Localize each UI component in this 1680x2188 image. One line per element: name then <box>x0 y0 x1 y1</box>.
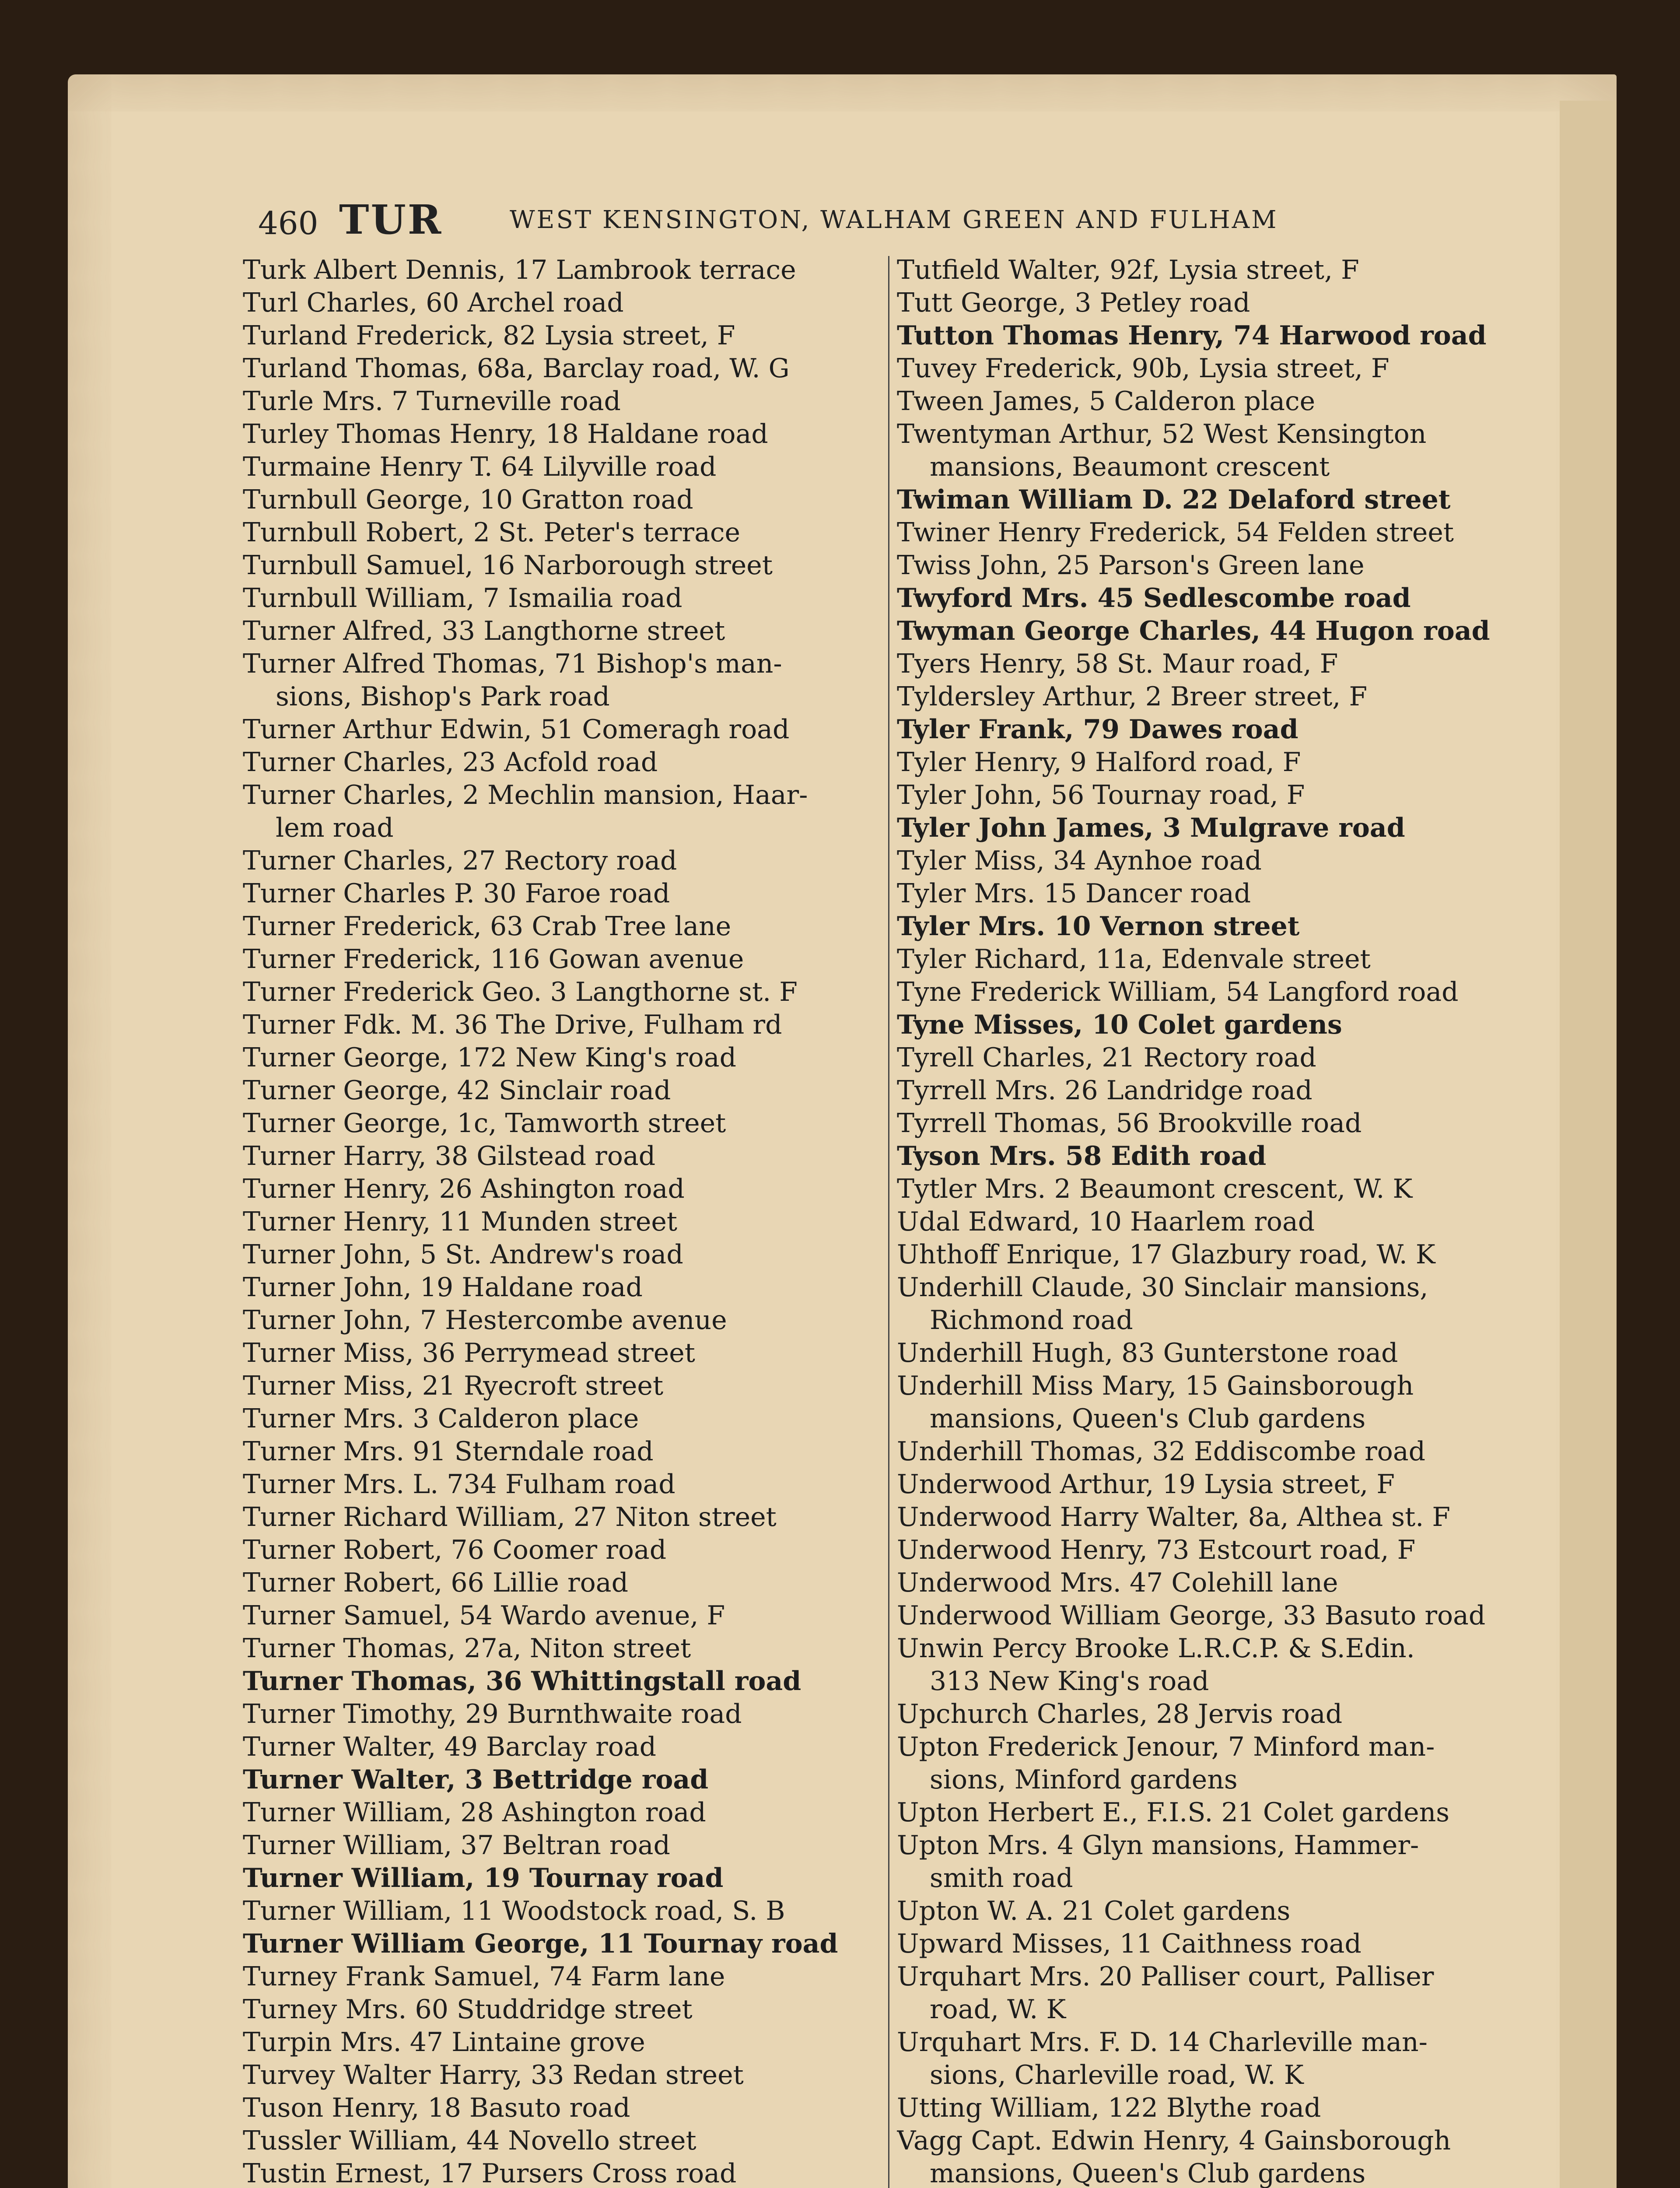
directory-entry <box>243 1206 873 1238</box>
directory-entry <box>243 1829 873 1862</box>
entry-line: Underwood Harry Walter, 8a, Althea st. F <box>897 1502 1450 1532</box>
directory-entry <box>897 254 1553 287</box>
entry-line: Tutton Thomas Henry, 74 Harwood road <box>897 320 1487 351</box>
entry-line: Tyler John, 56 Tournay road, F <box>897 780 1305 810</box>
entry-line: Turner Richard William, 27 Niton street <box>243 1502 777 1532</box>
directory-entry <box>243 1009 873 1041</box>
entry-line: Turner Robert, 76 Coomer road <box>243 1535 667 1565</box>
entry-line: Turner Miss, 36 Perrymead street <box>243 1338 695 1368</box>
directory-entry <box>243 1501 873 1534</box>
entry-line: Turner Frederick, 116 Gowan avenue <box>243 944 744 975</box>
directory-entry <box>243 1173 873 1206</box>
entry-continuation: sions, Bishop's Park road <box>276 681 610 712</box>
entry-line: Twiman William D. 22 Delaford street <box>897 484 1451 515</box>
entry-line: Turner Miss, 21 Ryecroft street <box>243 1371 664 1401</box>
directory-entry <box>897 516 1553 549</box>
directory-entry <box>897 779 1553 812</box>
directory-entry <box>897 943 1553 976</box>
entry-line: Turner William, 28 Ashington road <box>243 1797 706 1828</box>
entry-line: Turmaine Henry T. 64 Lilyville road <box>243 452 717 482</box>
entry-line: Turpin Mrs. 47 Lintaine grove <box>243 2027 645 2058</box>
entry-line: Turland Frederick, 82 Lysia street, F <box>243 320 735 351</box>
entry-line: Turner Robert, 66 Lillie road <box>243 1567 628 1598</box>
directory-entry <box>897 1271 1553 1337</box>
right-column <box>897 254 1553 2188</box>
entry-line: Upchurch Charles, 28 Jervis road <box>897 1699 1343 1729</box>
entry-continuation: road, W. K <box>930 1994 1066 2025</box>
entry-line: Turner Harry, 38 Gilstead road <box>243 1141 656 1171</box>
entry-line: Turner Thomas, 27a, Niton street <box>243 1633 691 1664</box>
entry-line: Tyldersley Arthur, 2 Breer street, F <box>897 681 1368 712</box>
entry-line: Turner Samuel, 54 Wardo avenue, F <box>243 1600 725 1631</box>
directory-entry <box>243 1435 873 1468</box>
directory-entry <box>897 1567 1553 1599</box>
entry-line: Tyler Henry, 9 Halford road, F <box>897 747 1301 778</box>
entry-continuation: mansions, Queen's Club gardens <box>930 1403 1366 1434</box>
entry-line: Turner Walter, 3 Bettridge road <box>243 1764 709 1795</box>
section-abbreviation: TUR <box>339 196 443 243</box>
entry-line: Turner William, 19 Tournay road <box>243 1863 724 1893</box>
directory-entry <box>243 385 873 418</box>
directory-entry <box>243 845 873 877</box>
entry-line: Tytler Mrs. 2 Beaumont crescent, W. K <box>897 1174 1413 1204</box>
entry-continuation: mansions, Queen's Club gardens <box>930 2158 1366 2188</box>
entry-line: Tyrell Charles, 21 Rectory road <box>897 1042 1316 1073</box>
directory-entry <box>897 484 1553 516</box>
entry-line: Tuvey Frederick, 90b, Lysia street, F <box>897 353 1390 384</box>
directory-entry <box>897 1501 1553 1534</box>
entry-line: Tutfield Walter, 92f, Lysia street, F <box>897 255 1359 285</box>
directory-entry <box>243 1599 873 1632</box>
directory-entry <box>897 582 1553 615</box>
directory-entry <box>243 549 873 582</box>
directory-entry <box>897 680 1553 713</box>
directory-entry <box>243 2092 873 2125</box>
entry-continuation: sions, Minford gardens <box>930 1764 1238 1795</box>
entry-line: Tyler Richard, 11a, Edenvale street <box>897 944 1371 975</box>
entry-line: Turner Charles, 2 Mechlin mansion, Haar- <box>243 780 808 810</box>
entry-continuation: smith road <box>930 1863 1073 1893</box>
directory-entry <box>897 1928 1553 1960</box>
directory-entry <box>243 2125 873 2157</box>
directory-entry <box>243 1304 873 1337</box>
directory-entry <box>897 1796 1553 1829</box>
entry-line: Tyne Frederick William, 54 Langford road <box>897 977 1459 1007</box>
directory-entry <box>243 1928 873 1960</box>
directory-entry <box>897 1206 1553 1238</box>
directory-entry <box>243 2026 873 2059</box>
entry-line: Upton W. A. 21 Colet gardens <box>897 1896 1291 1926</box>
entry-line: Turner Walter, 49 Barclay road <box>243 1732 656 1762</box>
directory-entry <box>897 1829 1553 1895</box>
directory-entry <box>243 976 873 1009</box>
directory-entry <box>243 1534 873 1567</box>
directory-entry <box>897 1960 1553 2026</box>
entry-line: Turner Frederick, 63 Crab Tree lane <box>243 911 732 942</box>
entry-line: Urquhart Mrs. F. D. 14 Charleville man- <box>897 2027 1428 2058</box>
directory-entry <box>897 812 1553 845</box>
entry-line: Turner George, 1c, Tamworth street <box>243 1108 726 1139</box>
directory-entry <box>243 418 873 451</box>
directory-entry <box>897 713 1553 746</box>
entry-line: Tween James, 5 Calderon place <box>897 386 1316 417</box>
directory-entry <box>897 1140 1553 1173</box>
entry-line: Turner Alfred, 33 Langthorne street <box>243 616 725 646</box>
entry-line: Turner Mrs. 3 Calderon place <box>243 1403 639 1434</box>
entry-line: Tyler Mrs. 15 Dancer road <box>897 878 1251 909</box>
directory-entry <box>897 1009 1553 1041</box>
entry-line: Twentyman Arthur, 52 West Kensington <box>897 419 1427 449</box>
entry-line: Turner William, 11 Woodstock road, S. B <box>243 1896 785 1926</box>
entry-line: Turner John, 5 St. Andrew's road <box>243 1239 683 1270</box>
entry-line: Turner Thomas, 36 Whittingstall road <box>243 1666 802 1697</box>
entry-line: Tyler Frank, 79 Dawes road <box>897 714 1298 745</box>
directory-entry <box>243 1960 873 1993</box>
directory-entry <box>243 1895 873 1928</box>
entry-line: Tuson Henry, 18 Basuto road <box>243 2093 630 2123</box>
directory-entry <box>243 451 873 484</box>
directory-entry <box>243 287 873 319</box>
directory-entry <box>243 746 873 779</box>
directory-entry <box>897 1599 1553 1632</box>
entry-line: Tyers Henry, 58 St. Maur road, F <box>897 649 1338 679</box>
directory-entry <box>897 385 1553 418</box>
directory-entry <box>897 910 1553 943</box>
directory-entry <box>243 1993 873 2026</box>
directory-entry <box>243 1862 873 1895</box>
directory-entry <box>243 1140 873 1173</box>
directory-entry <box>897 1107 1553 1140</box>
entry-line: Utting William, 122 Blythe road <box>897 2093 1321 2123</box>
entry-line: Turnbull Samuel, 16 Narborough street <box>243 550 773 581</box>
entry-line: Turner John, 19 Haldane road <box>243 1272 643 1303</box>
directory-entry <box>243 1074 873 1107</box>
column-divider <box>888 256 889 2188</box>
directory-entry <box>897 1173 1553 1206</box>
directory-entry <box>243 713 873 746</box>
entry-line: Turner Henry, 11 Munden street <box>243 1206 677 1237</box>
entry-line: Tyson Mrs. 58 Edith road <box>897 1141 1267 1171</box>
directory-entry <box>897 1337 1553 1370</box>
directory-entry <box>243 352 873 385</box>
directory-entry <box>243 484 873 516</box>
entry-line: Twiner Henry Frederick, 54 Felden street <box>897 517 1454 548</box>
entry-continuation: 313 New King's road <box>930 1666 1209 1697</box>
entry-line: Turner Mrs. 91 Sterndale road <box>243 1436 654 1467</box>
entry-line: Twiss John, 25 Parson's Green lane <box>897 550 1365 581</box>
entry-line: Turnbull Robert, 2 St. Peter's terrace <box>243 517 740 548</box>
entry-line: Upton Herbert E., F.I.S. 21 Colet gardens <box>897 1797 1450 1828</box>
directory-entry <box>243 910 873 943</box>
entry-continuation: mansions, Beaumont crescent <box>930 452 1330 482</box>
entry-line: Underwood Henry, 73 Estcourt road, F <box>897 1535 1416 1565</box>
directory-entry <box>897 976 1553 1009</box>
directory-entry <box>243 1468 873 1501</box>
entry-line: Tyrrell Thomas, 56 Brookville road <box>897 1108 1362 1139</box>
directory-entry <box>243 779 873 845</box>
entry-line: Upton Mrs. 4 Glyn mansions, Hammer- <box>897 1830 1419 1861</box>
entry-line: Underhill Thomas, 32 Eddiscombe road <box>897 1436 1426 1467</box>
directory-entry <box>897 319 1553 352</box>
page-header <box>192 193 1330 245</box>
directory-entry <box>243 1796 873 1829</box>
entry-line: Turner William, 37 Beltran road <box>243 1830 670 1861</box>
entry-line: Turner John, 7 Hestercombe avenue <box>243 1305 727 1336</box>
directory-entry <box>243 1567 873 1599</box>
directory-entry <box>897 418 1553 484</box>
entry-line: Turner George, 42 Sinclair road <box>243 1075 671 1106</box>
entry-line: Turner George, 172 New King's road <box>243 1042 736 1073</box>
directory-entry <box>897 1698 1553 1731</box>
directory-entry <box>897 287 1553 319</box>
entry-line: Underwood William George, 33 Basuto road <box>897 1600 1486 1631</box>
entry-line: Twyman George Charles, 44 Hugon road <box>897 616 1490 646</box>
directory-entry <box>243 877 873 910</box>
directory-entry <box>243 2059 873 2092</box>
entry-line: Underhill Miss Mary, 15 Gainsborough <box>897 1371 1414 1401</box>
directory-entry <box>897 1238 1553 1271</box>
directory-entry <box>243 1107 873 1140</box>
entry-continuation: Richmond road <box>930 1305 1133 1336</box>
directory-entry <box>897 1074 1553 1107</box>
directory-entry <box>243 648 873 713</box>
entry-line: Turvey Walter Harry, 33 Redan street <box>243 2060 744 2090</box>
entry-line: Underwood Mrs. 47 Colehill lane <box>897 1567 1338 1598</box>
directory-entry <box>243 1764 873 1796</box>
entry-line: Upton Frederick Jenour, 7 Minford man- <box>897 1732 1435 1762</box>
directory-entry <box>897 2026 1553 2092</box>
page-edge <box>1560 101 1617 2188</box>
entry-line: Turnbull George, 10 Gratton road <box>243 484 693 515</box>
directory-entry <box>897 1632 1553 1698</box>
entry-line: Underhill Claude, 30 Sinclair mansions, <box>897 1272 1428 1303</box>
directory-entry <box>897 1435 1553 1468</box>
directory-entry <box>243 1731 873 1764</box>
entry-line: Turner Timothy, 29 Burnthwaite road <box>243 1699 742 1729</box>
directory-entry <box>243 1370 873 1403</box>
directory-entry <box>897 648 1553 680</box>
entry-line: Turner Arthur Edwin, 51 Comeragh road <box>243 714 790 745</box>
left-column <box>243 254 873 2188</box>
entry-line: Twyford Mrs. 45 Sedlescombe road <box>897 583 1411 614</box>
entry-line: Turner Charles P. 30 Faroe road <box>243 878 670 909</box>
entry-line: Turner Frederick Geo. 3 Langthorne st. F <box>243 977 798 1007</box>
directory-entry <box>243 1403 873 1435</box>
entry-line: Turland Thomas, 68a, Barclay road, W. G <box>243 353 790 384</box>
directory-entry <box>897 2092 1553 2125</box>
directory-entry <box>897 1534 1553 1567</box>
entry-line: Turney Frank Samuel, 74 Farm lane <box>243 1961 725 1992</box>
directory-entry <box>243 1337 873 1370</box>
entry-line: Turl Charles, 60 Archel road <box>243 288 624 318</box>
directory-entry <box>243 1271 873 1304</box>
entry-line: Tyler Mrs. 10 Vernon street <box>897 911 1300 942</box>
entry-line: Tutt George, 3 Petley road <box>897 288 1250 318</box>
directory-entry <box>243 516 873 549</box>
entry-line: Turle Mrs. 7 Turneville road <box>243 386 621 417</box>
entry-line: Tussler William, 44 Novello street <box>243 2125 696 2156</box>
directory-entry <box>897 2125 1553 2188</box>
directory-entry <box>897 1041 1553 1074</box>
entry-line: Turner Mrs. L. 734 Fulham road <box>243 1469 676 1500</box>
entry-line: Turner William George, 11 Tournay road <box>243 1929 838 1959</box>
directory-entry <box>897 1731 1553 1796</box>
entry-line: Tyrrell Mrs. 26 Landridge road <box>897 1075 1312 1106</box>
entry-line: Unwin Percy Brooke L.R.C.P. & S.Edin. <box>897 1633 1415 1664</box>
directory-entry <box>897 1895 1553 1928</box>
directory-entry <box>243 582 873 615</box>
entry-line: Uhthoff Enrique, 17 Glazbury road, W. K <box>897 1239 1435 1270</box>
directory-entry <box>897 845 1553 877</box>
directory-entry <box>243 1698 873 1731</box>
entry-line: Turner Charles, 27 Rectory road <box>243 845 677 876</box>
entry-line: Turner Henry, 26 Ashington road <box>243 1174 685 1204</box>
entry-line: Tyne Misses, 10 Colet gardens <box>897 1010 1342 1040</box>
directory-entry <box>243 1041 873 1074</box>
directory-entry <box>897 1468 1553 1501</box>
entry-line: Udal Edward, 10 Haarlem road <box>897 1206 1315 1237</box>
directory-entry <box>243 615 873 648</box>
directory-entry <box>243 319 873 352</box>
entry-line: Turney Mrs. 60 Studdridge street <box>243 1994 693 2025</box>
directory-entry <box>243 1238 873 1271</box>
entry-line: Turner Charles, 23 Acfold road <box>243 747 658 778</box>
entry-line: Urquhart Mrs. 20 Palliser court, Palliser <box>897 1961 1434 1992</box>
entry-continuation: sions, Charleville road, W. K <box>930 2060 1304 2090</box>
directory-entry <box>243 1632 873 1665</box>
entry-continuation: lem road <box>276 813 394 843</box>
entry-line: Upward Misses, 11 Caithness road <box>897 1929 1362 1959</box>
directory-entry <box>897 352 1553 385</box>
entry-line: Tyler Miss, 34 Aynhoe road <box>897 845 1262 876</box>
directory-entry <box>897 1370 1553 1435</box>
directory-entry <box>897 549 1553 582</box>
entry-line: Tustin Ernest, 17 Pursers Cross road <box>243 2158 737 2188</box>
directory-entry <box>243 2157 873 2188</box>
entry-line: Turner Alfred Thomas, 71 Bishop's man- <box>243 649 782 679</box>
entry-line: Turley Thomas Henry, 18 Haldane road <box>243 419 768 449</box>
directory-entry <box>897 615 1553 648</box>
entry-line: Underhill Hugh, 83 Gunterstone road <box>897 1338 1398 1368</box>
entry-line: Turnbull William, 7 Ismailia road <box>243 583 682 614</box>
entry-line: Turner Fdk. M. 36 The Drive, Fulham rd <box>243 1010 782 1040</box>
entry-line: Tyler John James, 3 Mulgrave road <box>897 813 1405 843</box>
entry-line: Vagg Capt. Edwin Henry, 4 Gainsborough <box>897 2125 1451 2156</box>
directory-entry <box>243 943 873 976</box>
page-title: WEST KENSINGTON, WALHAM GREEN AND FULHAM <box>510 206 1278 234</box>
directory-entry <box>243 254 873 287</box>
directory-entry <box>897 746 1553 779</box>
page-number: 460 <box>258 205 318 242</box>
directory-entry <box>243 1665 873 1698</box>
entry-line: Turk Albert Dennis, 17 Lambrook terrace <box>243 255 796 285</box>
entry-line: Underwood Arthur, 19 Lysia street, F <box>897 1469 1395 1500</box>
directory-entry <box>897 877 1553 910</box>
